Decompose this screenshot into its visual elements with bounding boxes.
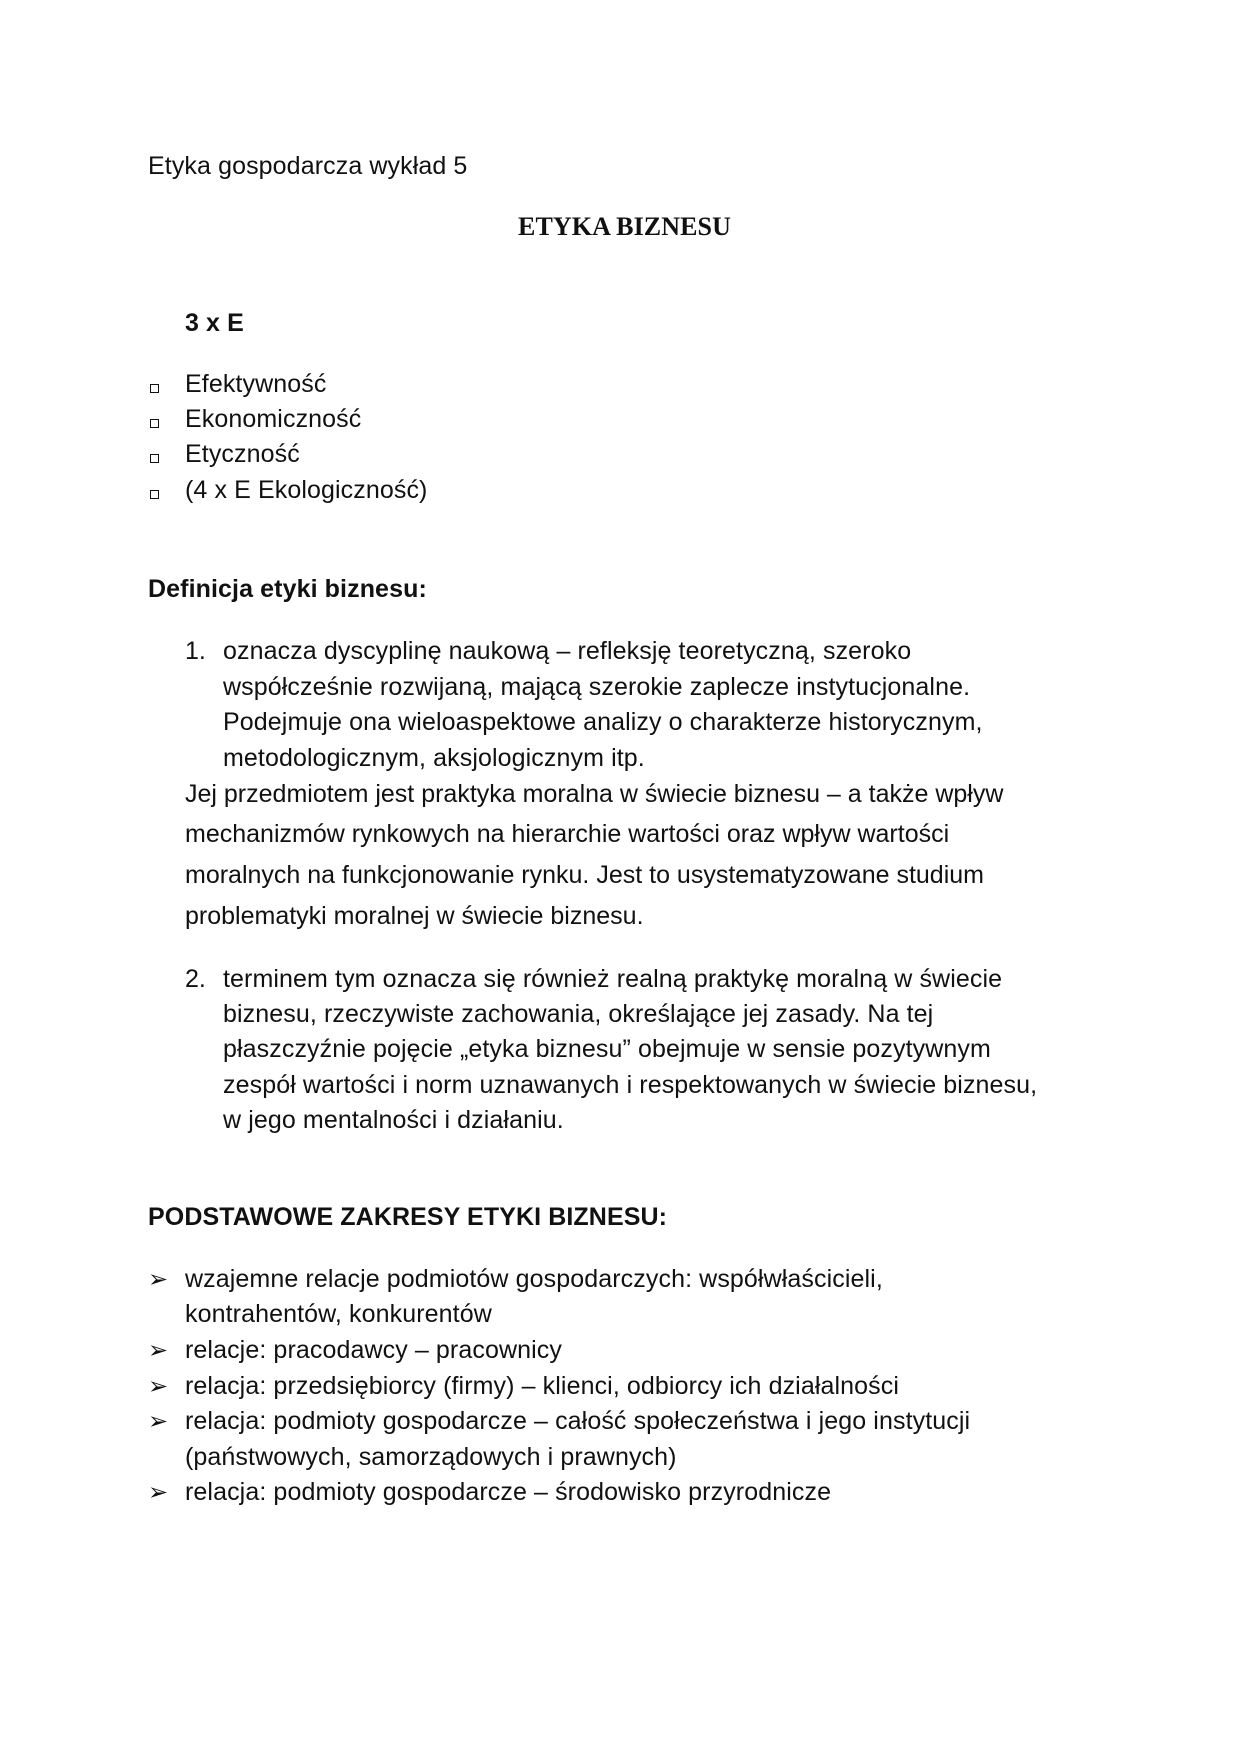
list-item-line: w jego mentalności i działaniu.: [223, 1106, 564, 1134]
scope-item-line: relacja: podmioty gospodarcze – środowisko przyrodnicze: [185, 1478, 832, 1506]
paragraph-line: moralnych na funkcjonowanie rynku. Jest to usystematyzowane studium: [185, 861, 984, 889]
scope-item-line: (państwowych, samorządowych i prawnych): [185, 1443, 677, 1471]
list-item-line: biznesu, rzeczywiste zachowania, określające jej zasady. Na tej: [223, 1000, 934, 1028]
arrow-bullet-icon: ➢: [148, 1265, 169, 1293]
list-item-line: Podejmuje ona wieloaspektowe analizy o charakterze historycznym,: [223, 708, 983, 736]
arrow-bullet-icon: ➢: [148, 1478, 169, 1506]
list-item-line: współcześnie rozwijaną, mającą szerokie zaplecze instytucjonalne.: [223, 673, 971, 701]
arrow-bullet-icon: ➢: [148, 1372, 169, 1400]
arrow-bullet-icon: ➢: [148, 1407, 169, 1435]
bullet-item: Etyczność: [185, 440, 300, 468]
paragraph-line: problematyki moralnej w świecie biznesu.: [185, 902, 644, 930]
scope-heading: PODSTAWOWE ZAKRESY ETYKI BIZNESU:: [148, 1203, 668, 1231]
scope-item-line: relacja: podmioty gospodarcze – całość społeczeństwa i jego instytucji: [185, 1407, 971, 1435]
list-item-line: metodologicznym, aksjologicznym itp.: [223, 744, 645, 772]
paragraph-line: mechanizmów rynkowych na hierarchie wartości oraz wpływ wartości: [185, 820, 950, 848]
bullet-item: Ekonomiczność: [185, 405, 362, 433]
scope-item-line: wzajemne relacje podmiotów gospodarczych: współwłaścicieli,: [185, 1265, 883, 1293]
list-item-line: zespół wartości i norm uznawanych i respektowanych w świecie biznesu,: [223, 1071, 1038, 1099]
list-number: 1.: [185, 637, 206, 665]
list-number: 2.: [185, 965, 206, 993]
document-header: Etyka gospodarcza wykład 5: [148, 152, 468, 180]
section-subtitle: 3 x E: [185, 309, 244, 337]
bullet-item: (4 x E Ekologiczność): [185, 476, 428, 504]
scope-item-line: kontrahentów, konkurentów: [185, 1300, 492, 1328]
paragraph-line: Jej przedmiotem jest praktyka moralna w świecie biznesu – a także wpływ: [185, 780, 1004, 808]
list-item-line: terminem tym oznacza się również realną praktykę moralną w świecie: [223, 965, 1003, 993]
square-bullet-icon: [150, 419, 159, 428]
page-title: ETYKA BIZNESU: [518, 212, 731, 241]
scope-item-line: relacja: przedsiębiorcy (firmy) – klienci, odbiorcy ich działalności: [185, 1372, 900, 1400]
square-bullet-icon: [150, 490, 159, 499]
list-item-line: oznacza dyscyplinę naukową – refleksję teoretyczną, szeroko: [223, 637, 912, 665]
square-bullet-icon: [150, 384, 159, 393]
bullet-item: Efektywność: [185, 370, 327, 398]
scope-item-line: relacje: pracodawcy – pracownicy: [185, 1336, 562, 1364]
definition-heading: Definicja etyki biznesu:: [148, 575, 427, 603]
list-item-line: płaszczyźnie pojęcie „etyka biznesu” obejmuje w sensie pozytywnym: [223, 1035, 991, 1063]
arrow-bullet-icon: ➢: [148, 1336, 169, 1364]
square-bullet-icon: [150, 454, 159, 463]
